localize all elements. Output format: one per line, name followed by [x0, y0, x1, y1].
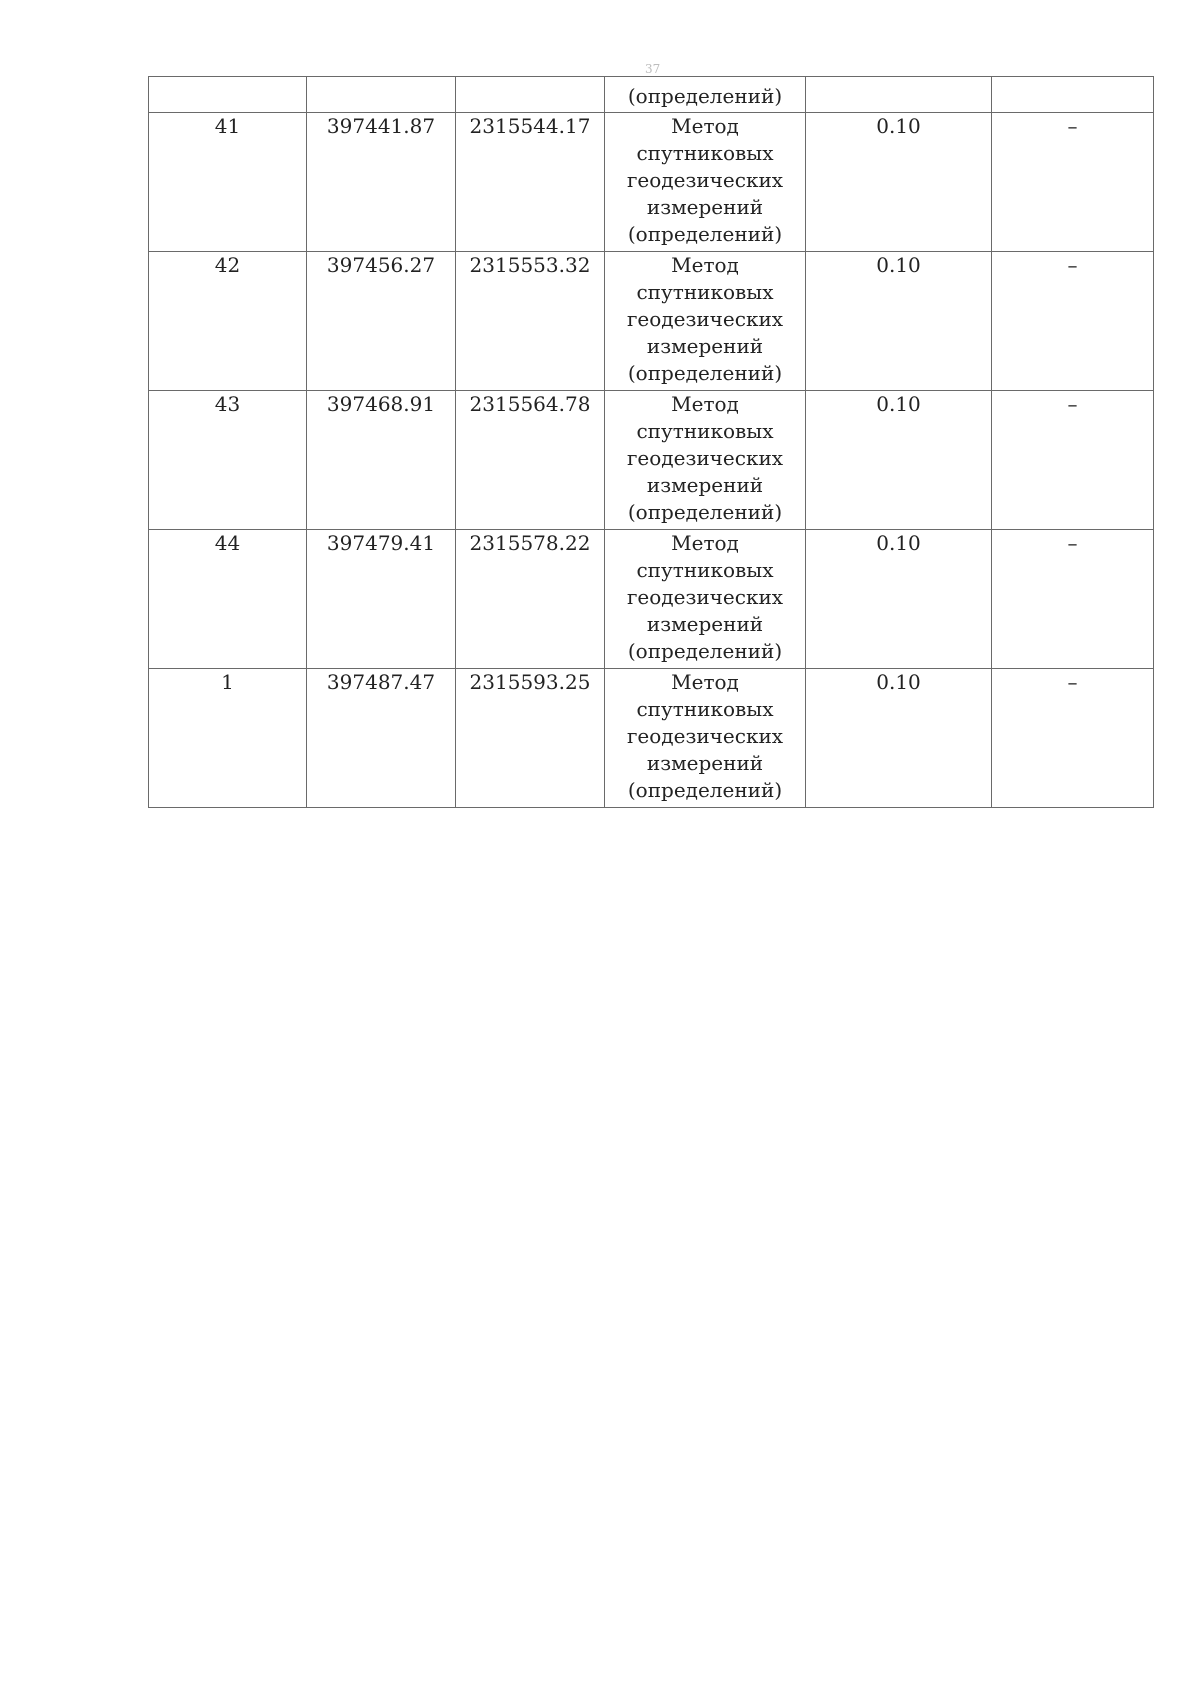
description-cell: –: [992, 530, 1154, 669]
method-line: (определений): [627, 222, 783, 246]
table-row: [149, 391, 1154, 530]
continuation-method-text: (определений): [605, 77, 806, 113]
y-coordinate-cell: 2315544.17: [456, 113, 605, 252]
method-cell: [605, 391, 806, 530]
method-line: измерений: [646, 612, 764, 636]
method-line: спутниковых: [636, 141, 774, 165]
method-line: (определений): [627, 500, 783, 524]
method-line: геодезических: [626, 168, 784, 192]
table-cell-empty: [456, 77, 605, 113]
y-coordinate-cell: 2315578.22: [456, 530, 605, 669]
description-cell: –: [992, 669, 1154, 808]
table-row: [149, 252, 1154, 391]
x-coordinate-cell: 397441.87: [307, 113, 456, 252]
table-cell-empty: [992, 77, 1154, 113]
method-line: измерений: [646, 195, 764, 219]
method-line: измерений: [646, 334, 764, 358]
point-number-cell: 43: [149, 391, 307, 530]
x-coordinate-cell: 397468.91: [307, 391, 456, 530]
method-line: Метод: [671, 114, 739, 138]
x-coordinate-cell: 397487.47: [307, 669, 456, 808]
coordinates-table: [148, 76, 1154, 808]
y-coordinate-cell: 2315593.25: [456, 669, 605, 808]
method-line: геодезических: [626, 585, 784, 609]
table-row: [149, 669, 1154, 808]
method-line: Метод: [671, 670, 739, 694]
x-coordinate-cell: 397479.41: [307, 530, 456, 669]
continuation-row: [149, 77, 1154, 113]
method-line: геодезических: [626, 307, 784, 331]
method-line: спутниковых: [636, 558, 774, 582]
y-coordinate-cell: 2315553.32: [456, 252, 605, 391]
table-cell-empty: [806, 77, 992, 113]
accuracy-cell: 0.10: [806, 530, 992, 669]
accuracy-cell: 0.10: [806, 391, 992, 530]
method-line: Метод: [671, 392, 739, 416]
accuracy-cell: 0.10: [806, 252, 992, 391]
method-line: спутниковых: [636, 419, 774, 443]
method-line: спутниковых: [636, 280, 774, 304]
point-number-cell: 41: [149, 113, 307, 252]
method-line: спутниковых: [636, 697, 774, 721]
page-number: 37: [645, 62, 661, 76]
method-line: Метод: [671, 253, 739, 277]
table-row: [149, 113, 1154, 252]
method-cell: [605, 530, 806, 669]
method-line: измерений: [646, 473, 764, 497]
method-cell: [605, 669, 806, 808]
method-line: измерений: [646, 751, 764, 775]
description-cell: –: [992, 391, 1154, 530]
method-line: (определений): [627, 639, 783, 663]
point-number-cell: 42: [149, 252, 307, 391]
table-cell-empty: [307, 77, 456, 113]
method-cell: [605, 252, 806, 391]
accuracy-cell: 0.10: [806, 113, 992, 252]
accuracy-cell: 0.10: [806, 669, 992, 808]
point-number-cell: 1: [149, 669, 307, 808]
method-line: геодезических: [626, 446, 784, 470]
x-coordinate-cell: 397456.27: [307, 252, 456, 391]
table-body: [149, 77, 1154, 808]
method-cell: [605, 113, 806, 252]
description-cell: –: [992, 113, 1154, 252]
method-line: (определений): [627, 778, 783, 802]
description-cell: –: [992, 252, 1154, 391]
table-row: [149, 530, 1154, 669]
method-line: Метод: [671, 531, 739, 555]
method-line: (определений): [627, 361, 783, 385]
y-coordinate-cell: 2315564.78: [456, 391, 605, 530]
method-line: геодезических: [626, 724, 784, 748]
table-cell-empty: [149, 77, 307, 113]
point-number-cell: 44: [149, 530, 307, 669]
